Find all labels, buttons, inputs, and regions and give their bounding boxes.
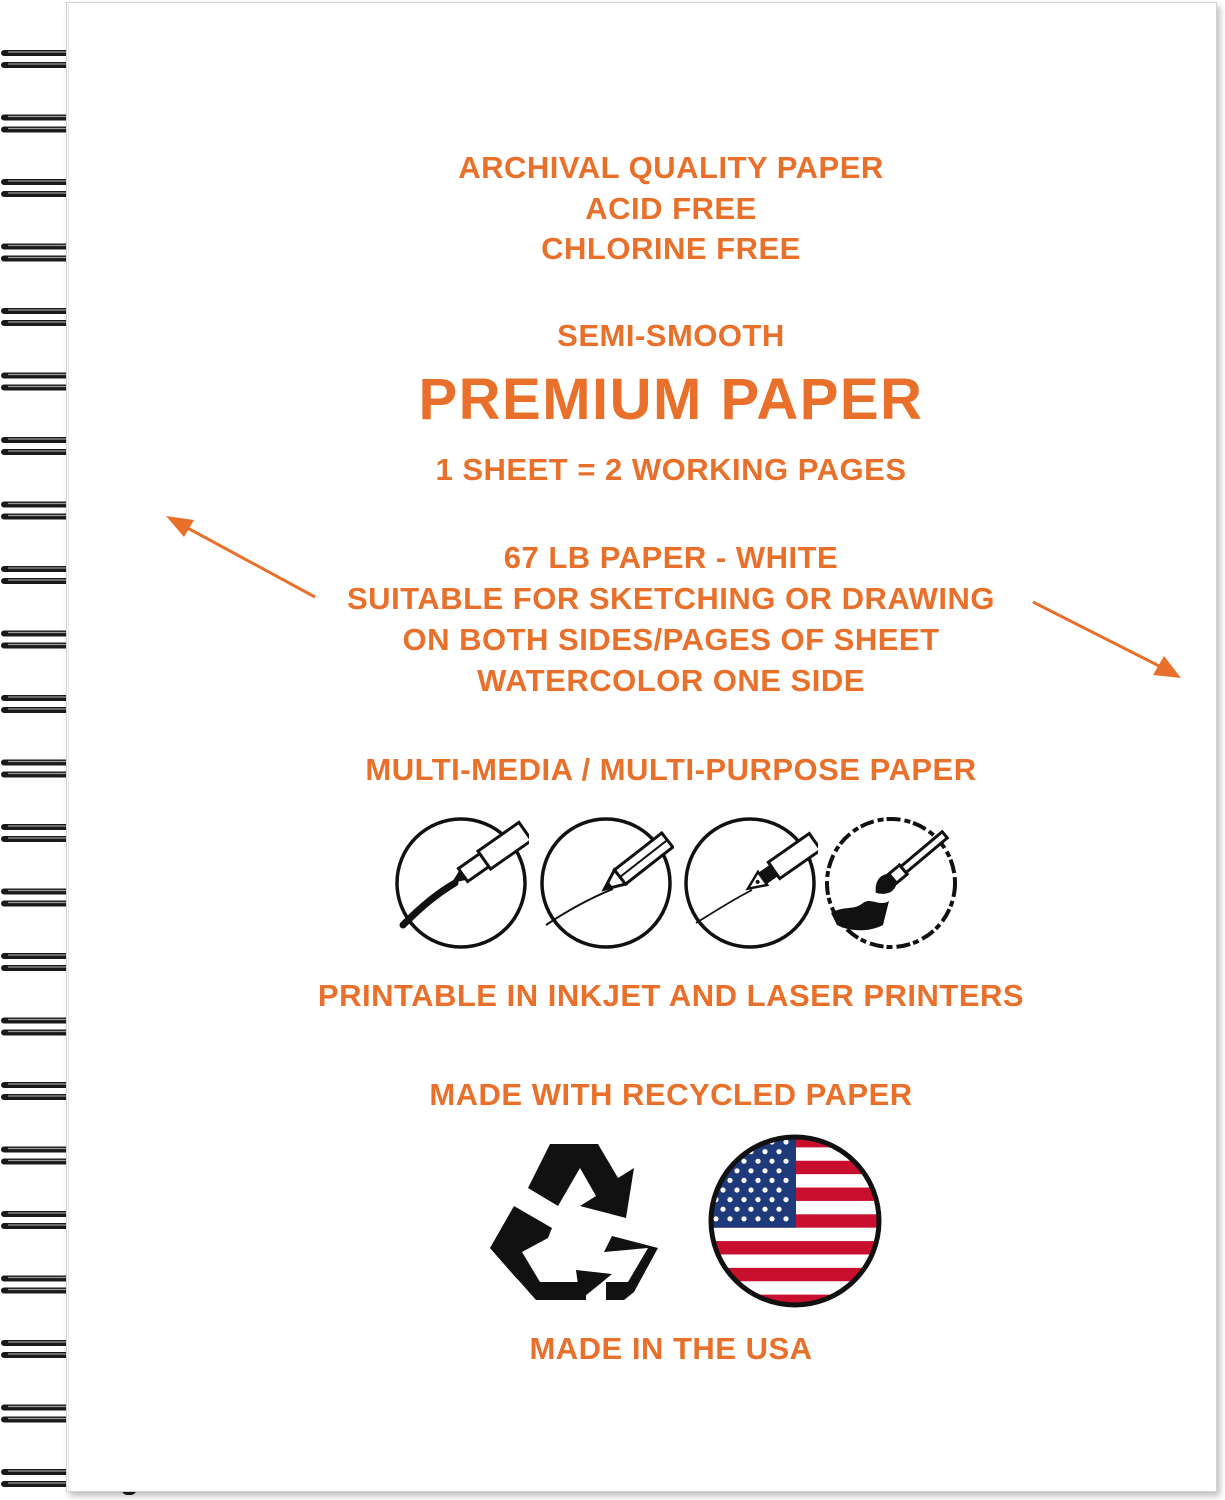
spec-watercolor: WATERCOLOR ONE SIDE	[477, 663, 865, 698]
paintbrush-icon	[823, 815, 959, 951]
header-chlorine-free: CHLORINE FREE	[541, 231, 801, 266]
media-label: MULTI-MEDIA / MULTI-PURPOSE PAPER	[365, 752, 977, 787]
arrow-left-icon	[160, 505, 325, 605]
header-archival: ARCHIVAL QUALITY PAPER	[458, 150, 884, 185]
spec-sketching: SUITABLE FOR SKETCHING OR DRAWING	[347, 581, 995, 616]
pencil-icon	[538, 815, 674, 951]
spec-both-sides: ON BOTH SIDES/PAGES OF SHEET	[402, 622, 940, 657]
page-title: PREMIUM PAPER	[418, 367, 924, 432]
sheet-info: 1 SHEET = 2 WORKING PAGES	[435, 452, 907, 487]
printable-label: PRINTABLE IN INKJET AND LASER PRINTERS	[317, 978, 1025, 1013]
arrow-right-icon	[1025, 590, 1190, 690]
spec-weight: 67 LB PAPER - WHITE	[503, 540, 839, 575]
finish-label: SEMI-SMOOTH	[557, 318, 785, 353]
fountain-pen-icon	[682, 815, 818, 951]
header-acid-free: ACID FREE	[585, 191, 757, 226]
recycle-icon	[488, 1140, 660, 1300]
origin-label: MADE IN THE USA	[529, 1331, 813, 1366]
marker-icon	[393, 815, 529, 951]
us-flag-icon	[708, 1134, 882, 1308]
recycled-label: MADE WITH RECYCLED PAPER	[429, 1077, 913, 1112]
